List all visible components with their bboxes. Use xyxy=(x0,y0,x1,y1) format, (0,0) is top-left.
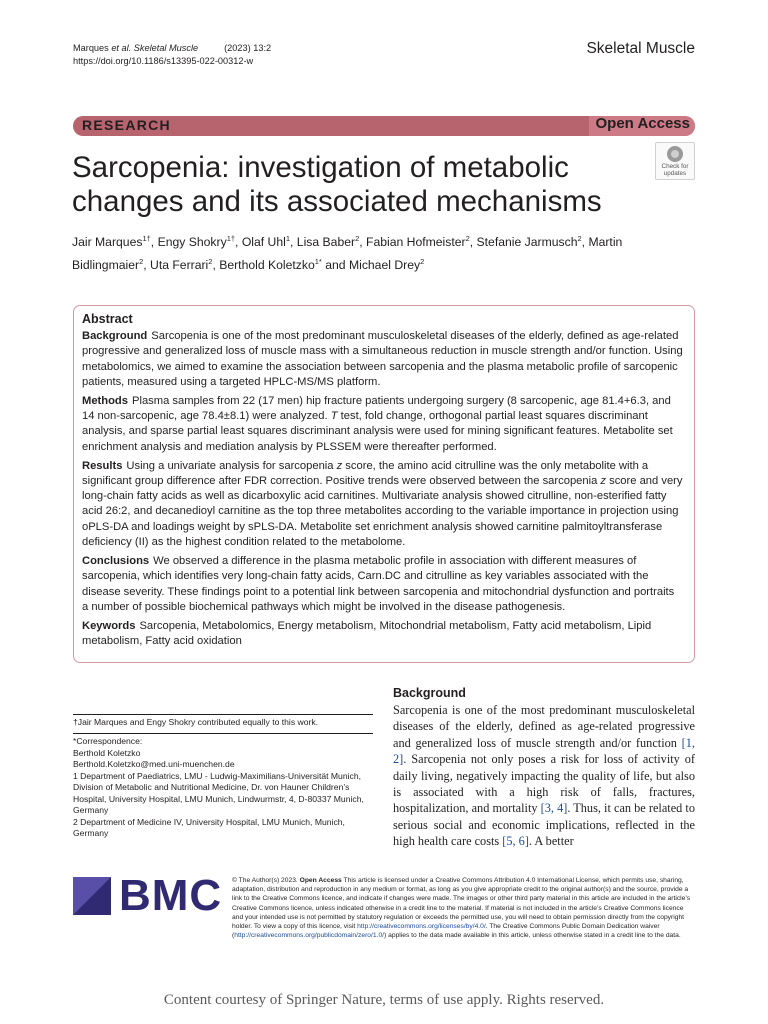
author-affiliation-mark: 2 xyxy=(139,257,144,267)
abstract-results-italic: z xyxy=(336,459,343,472)
license-text: © The Author(s) 2023. xyxy=(232,877,300,884)
article-type-band xyxy=(73,116,695,136)
author-name: Stefanie Jarmusch xyxy=(476,235,578,250)
correspondence-name: Berthold Koletzko xyxy=(73,747,141,758)
author-separator: , xyxy=(359,235,367,250)
author-name: Berthold Koletzko xyxy=(219,258,315,273)
abstract-keywords-label: Keywords xyxy=(82,619,136,632)
abstract-results-text: score and very long-chain fatty acids as well as dicarboxylic acid carnitines. Multivariate analysis showed citrulline, non-esterified fatty acid 26:2, and decanedioyl carnitine as the top three metabolites according to the variable importance in projection using oPLS-DA and loadings weight by sPLS-DA. Metabolite set enrichment analysis showed carnitine palmitoyltransferase deficiency (II) as the highest condition related to the metabolome. xyxy=(82,474,683,549)
author-separator: , xyxy=(212,258,220,273)
abstract-methods xyxy=(82,394,683,455)
license-link-cc-by[interactable]: http://creativecommons.org/licenses/by/4.0/ xyxy=(357,923,486,931)
body-text: Sarcopenia is one of the most predominant musculoskeletal diseases of the elderly, defined as age-related progressive and generalized loss of muscle strength and/or function xyxy=(393,703,695,750)
author-separator: , xyxy=(235,235,242,250)
author-affiliation-mark: 2 xyxy=(577,234,582,243)
abstract-results-text: Using a univariate analysis for sarcopenia xyxy=(126,459,337,472)
author-name: Lisa Baber xyxy=(296,235,356,250)
equal-contribution-note: †Jair Marques and Engy Shokry contributed equally to this work. xyxy=(73,717,319,727)
citation-journal: et al. Skeletal Muscle xyxy=(111,43,199,53)
footnote-rule xyxy=(73,733,373,734)
license-text: This article is licensed under a Creative Commons Attribution 4.0 International License, which permits use, sharing, adaptation, distribution and reproduction in any medium or format, as long as you give appropriate credit to the original author(s) and the source, provide a link to the Creative Commons licence, and indicate if changes were made. The images or other third party material in this article are included in the article’s Creative Commons licence, unless indicated otherwise in a credit line to the material. If material is not included in the article’s Creative Commons licence and your intended use is not permitted by statutory regulation or exceeds the permitted use, you will need to obtain permission directly from the copyright holder. To view a copy of this licence, visit xyxy=(232,877,691,931)
body-text: . A better xyxy=(528,834,574,849)
abstract-conclusions-text: We observed a difference in the plasma metabolic profile in association with different measures of sarcopenia, which identifies very long-chain fatty acids, Carn.DC and citrulline as key variables associated with the disease severity. These findings point to a potential link between sarcopenia and mitochondrial dysfunction and portraits a number of possible biochemical pathways which might be involved in the disease pathogenesis. xyxy=(82,554,675,613)
abstract-background-text: Sarcopenia is one of the most predominant musculoskeletal diseases of the elderly, defined as age-related progressive and generalized loss of muscle mass with a simultaneous reduction in muscle strength and/or function. Using metabolomics, we aimed to examine the association between sarcopenia and the plasma metabolic profile of sarcopenic patients, measured using a targeted HPLC-MS/MS platform. xyxy=(82,330,683,388)
author-separator: , xyxy=(143,258,151,273)
body-text: . Thus, it can be related to serious social and economic implications, reflected in the high health care costs xyxy=(393,801,695,849)
page-footer: Content courtesy of Springer Nature, terms of use apply. Rights reserved. xyxy=(163,992,605,1008)
correspondence-label: *Correspondence: xyxy=(73,736,143,746)
author-affiliation-mark: 1 xyxy=(285,234,291,243)
license-open-access: Open Access xyxy=(299,877,342,884)
author-affiliation-mark: 2 xyxy=(208,257,213,267)
reference-link[interactable]: [3, 4] xyxy=(540,801,568,816)
license-statement xyxy=(232,876,694,940)
author-separator: , xyxy=(290,235,297,250)
author-affiliation-mark: 2 xyxy=(465,234,470,243)
abstract-box xyxy=(73,305,695,663)
author-name: Uta Ferrari xyxy=(150,258,209,273)
running-header xyxy=(73,42,271,68)
reference-link[interactable]: [1, 2] xyxy=(393,735,695,767)
abstract-conclusions xyxy=(82,554,683,615)
article-title: Sarcopenia: investigation of metabolic changes and its associated mechanisms xyxy=(72,151,602,218)
body-text: . Sarcopenia not only poses a risk for loss of activity of daily living, negatively impacting the quality of life, but also is associated with a high risk of falls, fractures, hospitalization, and mortality xyxy=(393,752,695,816)
reference-link[interactable]: [5, 6] xyxy=(502,834,529,849)
license-link-cc0[interactable]: http://creativecommons.org/publicdomain/zero/1.0/ xyxy=(234,932,385,940)
abstract-methods-text: Plasma samples from 22 (17 men) hip fracture patients undergoing surgery (8 sarcopenic, age 81.4+6.3, and 14 non-sarcopenic, age 78.4±8.1) were analyzed. xyxy=(82,394,671,423)
author-separator: and xyxy=(321,258,349,273)
bmc-logo xyxy=(73,871,223,920)
author-affiliation-mark: 1* xyxy=(314,257,322,267)
check-for-updates-badge[interactable] xyxy=(655,142,695,180)
license-text: ) applies to the data made available in this article, unless otherwise stated in a credit line to the data. xyxy=(384,932,681,940)
author-affiliation-mark: 2 xyxy=(355,234,360,243)
affiliation-2: 2 Department of Medicine IV, University Hospital, LMU Munich, Munich, Germany xyxy=(73,816,345,838)
abstract-results xyxy=(82,459,683,551)
body-paragraph xyxy=(393,702,695,850)
author-affiliation-mark: 1† xyxy=(142,234,151,243)
author-separator: , xyxy=(581,235,589,250)
author-separator: , xyxy=(150,235,158,250)
footnote-rule xyxy=(73,714,373,715)
abstract-background xyxy=(82,329,683,390)
abstract-methods-italic: T xyxy=(330,410,338,423)
article-type-label: RESEARCH xyxy=(82,117,171,133)
journal-name: Skeletal Muscle xyxy=(586,40,695,57)
doi-link[interactable]: https://doi.org/10.1186/s13395-022-00312-w xyxy=(73,56,254,66)
affiliation-1: 1 Department of Paediatrics, LMU - Ludwig-Maximilians-Universität Munich, Division of Metabolic and Nutritional Medicine, Dr. von Hauner Children’s Hospital, University Hospital, LMU Munich, Lindwurmstr, 4, D-80337 Munich, Germany xyxy=(73,770,364,815)
correspondence-block xyxy=(73,736,373,840)
abstract-conclusions-label: Conclusions xyxy=(82,554,150,567)
citation-year: (2023) 13:2 xyxy=(224,43,272,53)
abstract-keywords-text: Sarcopenia, Metabolomics, Energy metabolism, Mitochondrial metabolism, Fatty acid metabolism, Lipid metabolism, Fatty acid oxidation xyxy=(82,619,652,648)
abstract-results-label: Results xyxy=(82,459,123,472)
bmc-logo-text: BMC xyxy=(119,871,223,920)
abstract-keywords xyxy=(82,619,683,650)
correspondence-email[interactable]: Berthold.Koletzko@med.uni-muenchen.de xyxy=(73,759,235,769)
author-affiliation-mark: 1† xyxy=(226,234,236,243)
author-name: Michael Drey xyxy=(348,258,421,273)
author-list xyxy=(72,229,632,275)
badge-line-2: updates xyxy=(663,170,687,177)
author-name: Martin Bidlingmaier xyxy=(72,235,623,273)
abstract-results-italic: z xyxy=(600,474,607,487)
citation-line xyxy=(73,42,271,55)
author-affiliation-mark: 2 xyxy=(420,257,425,267)
abstract-background-label: Background xyxy=(82,330,148,342)
open-access-label: Open Access xyxy=(595,115,690,132)
license-text: . The Creative Commons Public Domain Dedication waiver ( xyxy=(232,923,660,940)
citation-authors: Marques xyxy=(73,43,112,53)
author-name: Olaf Uhl xyxy=(241,235,286,250)
section-heading-background: Background xyxy=(393,686,466,700)
abstract-methods-label: Methods xyxy=(82,394,128,407)
bmc-logo-triangle-icon xyxy=(73,877,111,915)
check-for-updates-icon xyxy=(667,146,683,162)
abstract-results-text: score, the amino acid citrulline was the only metabolite with a significant group difference after FDR correction. Positive trends were observed between the sarcopenia xyxy=(82,459,649,487)
author-name: Jair Marques xyxy=(72,235,143,250)
badge-line-1: Check for xyxy=(661,163,689,170)
author-name: Fabian Hofmeister xyxy=(366,235,466,250)
author-separator: , xyxy=(469,235,477,250)
author-name: Engy Shokry xyxy=(157,235,227,250)
abstract-heading: Abstract xyxy=(82,312,133,326)
abstract-methods-text: test, fold change, orthogonal partial least squares discriminant analysis, and sparse partial least squares discriminant analysis were used for mining significant features. Metabolite set enrichment analysis and mediation analysis by PLSSEM were thereafter performed. xyxy=(82,410,673,453)
